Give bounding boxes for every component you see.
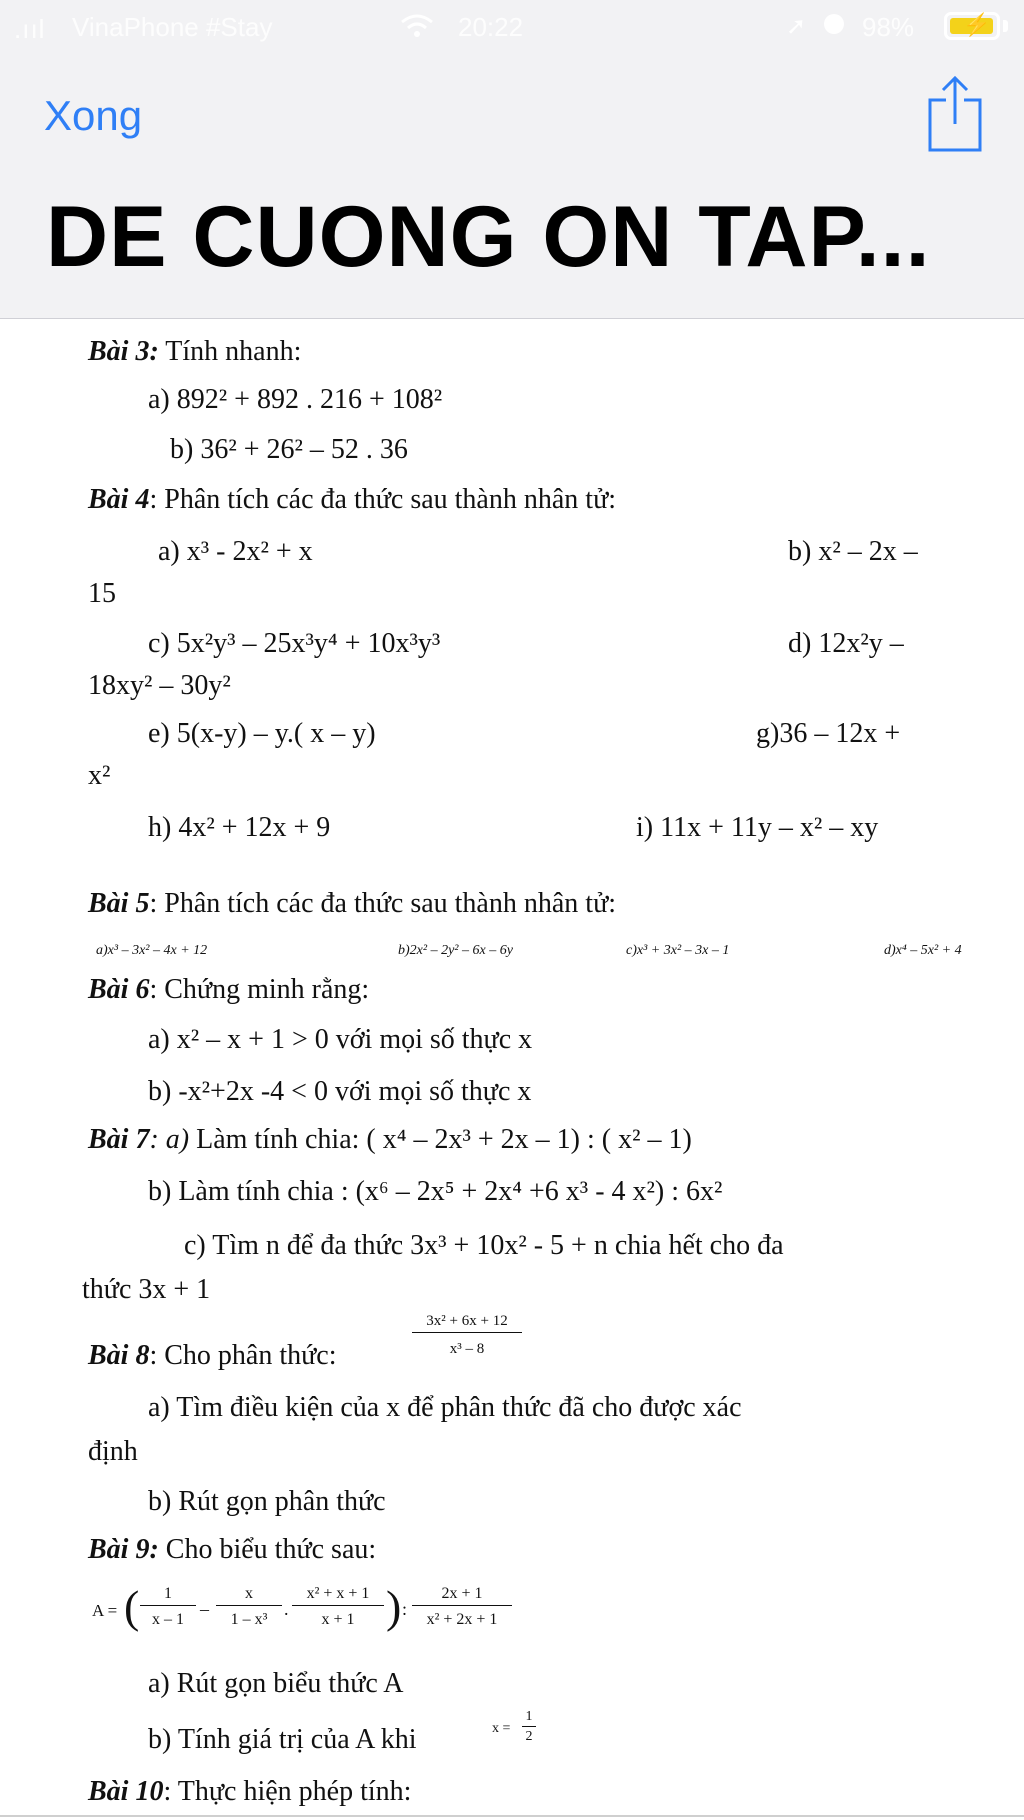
bai5-text: : Phân tích các đa thức sau thành nhân tử: xyxy=(149,888,617,919)
bai4-e: e) 5(x-y) – y.( x – y) xyxy=(148,718,376,749)
bai4-d-cont: 18xy² – 30y² xyxy=(88,670,231,701)
bai4-c: c) 5x²y³ – 25x³y⁴ + 10x³y³ xyxy=(148,628,441,659)
half-denominator: 2 xyxy=(525,1729,533,1744)
battery-tip xyxy=(1003,20,1008,32)
bai9-a: a) Rút gọn biểu thức A xyxy=(148,1668,404,1699)
bai7-c-cont: thức 3x + 1 xyxy=(82,1274,211,1305)
bai3-title: Bài 3: xyxy=(88,336,159,367)
status-bar xyxy=(0,0,1024,56)
bai9-heading xyxy=(88,1536,376,1564)
bai4-g-cont: x² xyxy=(88,760,111,791)
bai9-title: Bài 9: xyxy=(88,1534,159,1565)
bai4-g: g)36 – 12x + xyxy=(756,718,901,749)
bai10-text: : Thực hiện phép tính: xyxy=(163,1776,412,1807)
document-title: DE CUONG ON TAP... xyxy=(46,189,931,285)
bai8-title: Bài 8 xyxy=(88,1340,150,1371)
bai5-a: a)x³ – 3x² – 4x + 12 xyxy=(96,943,208,958)
bai6-a: a) x² – x + 1 > 0 với mọi số thực x xyxy=(148,1024,533,1055)
divide-sign: : xyxy=(402,1599,408,1619)
f2-numerator: x xyxy=(216,1586,282,1606)
bai6-text: : Chứng minh rằng: xyxy=(149,974,370,1005)
f2-denominator: 1 – x³ xyxy=(230,1611,268,1628)
bai4-h: h) 4x² + 12x + 9 xyxy=(148,812,331,843)
f3-denominator: x + 1 xyxy=(321,1611,355,1628)
bai8-b: b) Rút gọn phân thức xyxy=(148,1486,386,1517)
bai7-c: c) Tìm n để đa thức 3x³ + 10x² - 5 + n chia hết cho đa xyxy=(184,1230,784,1261)
f1-denominator: x – 1 xyxy=(152,1611,184,1628)
bai6-title: Bài 6 xyxy=(88,974,150,1005)
bai4-title: Bài 4 xyxy=(88,484,150,515)
bai10-heading xyxy=(88,1778,411,1806)
bai3-b: b) 36² + 26² – 52 . 36 xyxy=(170,434,408,465)
page-divider xyxy=(0,1815,1024,1817)
bai5-title: Bài 5 xyxy=(88,888,150,919)
bai8-fraction-numerator: 3x² + 6x + 12 xyxy=(412,1314,522,1333)
bai8-fraction-denominator: x³ – 8 xyxy=(449,1341,485,1357)
bai4-b: b) x² – 2x – xyxy=(788,536,918,567)
charging-bolt-icon: ⚡ xyxy=(963,12,991,37)
bai3-text: Tính nhanh: xyxy=(158,336,302,367)
signal-icon: .ııl xyxy=(14,14,46,44)
minus-sign: – xyxy=(200,1599,209,1619)
bai7-text: Làm tính chia: ( x⁴ – 2x³ + 2x – 1) : ( x² – 1) xyxy=(189,1124,692,1155)
carrier-label: VinaPhone #Stay xyxy=(72,12,273,42)
bai7-part-a-label: : a) xyxy=(149,1124,190,1155)
wifi-icon xyxy=(400,12,434,47)
half-numerator: 1 xyxy=(522,1710,536,1727)
bai8-heading xyxy=(88,1342,337,1370)
f4-denominator: x² + 2x + 1 xyxy=(426,1611,498,1628)
battery-icon xyxy=(944,12,1000,40)
x-equals: x = xyxy=(492,1721,511,1736)
bai4-i: i) 11x + 11y – x² – xy xyxy=(636,812,879,843)
bai5-c: c)x³ + 3x² – 3x – 1 xyxy=(626,943,730,958)
document-page[interactable] xyxy=(0,318,1024,1820)
bai7-heading xyxy=(88,1126,692,1154)
dot-sign: . xyxy=(284,1599,289,1619)
f3-numerator: x² + x + 1 xyxy=(292,1586,384,1606)
bai8-text: : Cho phân thức: xyxy=(149,1340,337,1371)
bai8-a: a) Tìm điều kiện của x để phân thức đã cho được xác xyxy=(148,1392,742,1423)
f4-numerator: 2x + 1 xyxy=(412,1586,512,1606)
bai4-d: d) 12x²y – xyxy=(788,628,904,659)
bai3-a: a) 892² + 892 . 216 + 108² xyxy=(148,384,443,415)
bai6-heading xyxy=(88,976,369,1004)
bai4-a: a) x³ - 2x² + x xyxy=(158,536,313,567)
bai9-a-lhs: A = xyxy=(92,1601,118,1620)
location-icon: ➚ xyxy=(786,13,807,40)
bai7-b: b) Làm tính chia : (x⁶ – 2x⁵ + 2x⁴ +6 x³ - 4 x²) : 6x² xyxy=(148,1176,723,1207)
done-button[interactable]: Xong xyxy=(44,92,143,139)
close-paren: ) xyxy=(386,1581,402,1632)
bai4-heading xyxy=(88,486,616,514)
document-header xyxy=(0,0,1024,319)
bai10-title: Bài 10 xyxy=(88,1776,164,1807)
bai5-b: b)2x² – 2y² – 6x – 6y xyxy=(398,943,513,958)
open-paren: ( xyxy=(124,1581,140,1632)
status-time: 20:22 xyxy=(458,12,524,42)
battery-percent: 98% xyxy=(862,12,915,42)
bai4-b-cont: 15 xyxy=(88,578,116,609)
bai4-text: : Phân tích các đa thức sau thành nhân tử: xyxy=(149,484,617,515)
bai5-heading xyxy=(88,890,616,918)
share-icon[interactable] xyxy=(924,74,986,154)
alarm-icon xyxy=(824,14,844,34)
bai9-b: b) Tính giá trị của A khi xyxy=(148,1724,417,1755)
bai9-text: Cho biểu thức sau: xyxy=(158,1534,377,1565)
bai3-heading xyxy=(88,338,301,366)
bai7-title: Bài 7 xyxy=(88,1124,150,1155)
bai6-b: b) -x²+2x -4 < 0 với mọi số thực x xyxy=(148,1076,532,1107)
bai5-d: d)x⁴ – 5x² + 4 xyxy=(884,943,962,958)
f1-numerator: 1 xyxy=(140,1586,196,1606)
bai8-a-cont: định xyxy=(88,1436,138,1467)
